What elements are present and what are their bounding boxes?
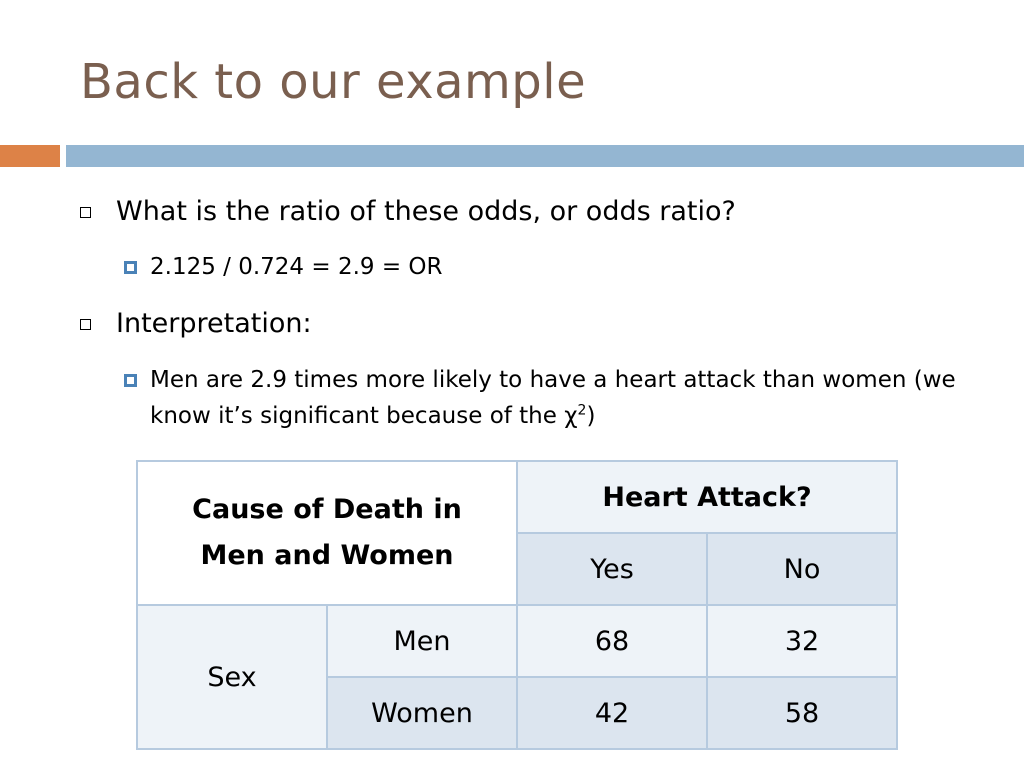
row-group-header: Sex [137,605,327,749]
square-bullet-icon [80,319,91,330]
bullet-text: Interpretation: [116,308,312,339]
row-header: Men [327,605,517,677]
contingency-table [136,460,898,750]
slide-title: Back to our example [80,54,587,110]
column-header: No [707,533,897,605]
table-cell: 42 [517,677,707,749]
table-cell: 68 [517,605,707,677]
filled-square-bullet-icon [124,261,137,274]
table-cell: 58 [707,677,897,749]
square-bullet-icon [80,207,91,218]
sub-bullet-text-main: Men are 2.9 times more likely to have a heart attack than women (we know it’s significant because of the χ [150,367,956,429]
table-caption: Cause of Death in Men and Women [137,461,517,605]
column-group-header: Heart Attack? [517,461,897,533]
filled-square-bullet-icon [124,374,137,387]
sub-bullet-text-end: ) [586,403,596,429]
column-header: Yes [517,533,707,605]
sub-bullet-text: 2.125 / 0.724 = 2.9 = OR [150,254,443,280]
accent-bar-blue [66,145,1024,167]
table-cell: 32 [707,605,897,677]
sub-bullet-text [150,362,970,434]
row-header: Women [327,677,517,749]
accent-bar-orange [0,145,60,167]
superscript: 2 [577,402,587,419]
bullet-text: What is the ratio of these odds, or odds ratio? [116,196,736,227]
